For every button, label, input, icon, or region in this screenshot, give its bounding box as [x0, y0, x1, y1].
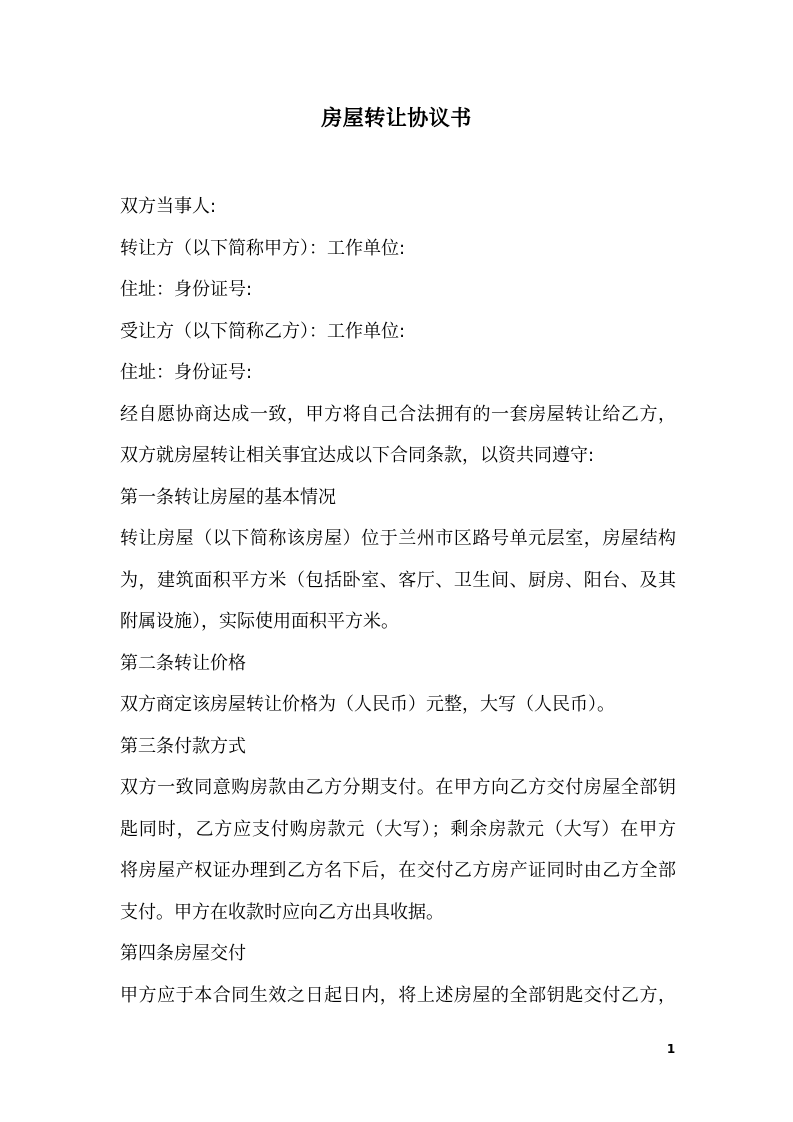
page-number: 1	[666, 1042, 676, 1056]
body-line: 为，建筑面积平方米（包括卧室、客厅、卫生间、厨房、阳台、及其	[120, 569, 676, 591]
body-line: 将房屋产权证办理到乙方名下后，在交付乙方房产证同时由乙方全部	[120, 860, 676, 881]
section-heading: 第四条房屋交付	[120, 943, 246, 964]
body-line: 住址：身份证号:	[120, 362, 253, 383]
body-line: 经自愿协商达成一致，甲方将自己合法拥有的一套房屋转让给乙方，	[120, 403, 676, 425]
body-line: 支付。甲方在收款时应向乙方出具收据。	[120, 901, 444, 923]
body-line: 受让方（以下简称乙方）：工作单位:	[120, 320, 406, 342]
body-line: 匙同时，乙方应支付购房款元（大写）；剩余房款元（大写）在甲方	[120, 818, 676, 840]
body-line: 双方商定该房屋转让价格为（人民币）元整，大写（人民币）。	[120, 694, 615, 715]
body-line: 双方一致同意购房款由乙方分期支付。在甲方向乙方交付房屋全部钥	[120, 777, 676, 798]
body-line: 转让房屋（以下简称该房屋）位于兰州市区路号单元层室，房屋结构	[120, 528, 676, 549]
body-line: 双方就房屋转让相关事宜达成以下合同条款，以资共同遵守:	[120, 445, 595, 466]
document-body	[120, 186, 676, 1016]
section-heading: 第一条转让房屋的基本情况	[120, 486, 336, 508]
body-line: 住址：身份证号:	[120, 279, 253, 300]
section-heading: 第三条付款方式	[120, 735, 246, 757]
body-line: 附属设施），实际使用面积平方米。	[120, 611, 399, 632]
section-heading: 第二条转让价格	[120, 652, 246, 674]
body-line: 转让方（以下简称甲方）：工作单位:	[120, 237, 406, 259]
body-line: 甲方应于本合同生效之日起日内，将上述房屋的全部钥匙交付乙方，	[120, 984, 676, 1006]
document-title: 房屋转让协议书	[321, 106, 472, 130]
body-line: 双方当事人:	[120, 196, 217, 217]
